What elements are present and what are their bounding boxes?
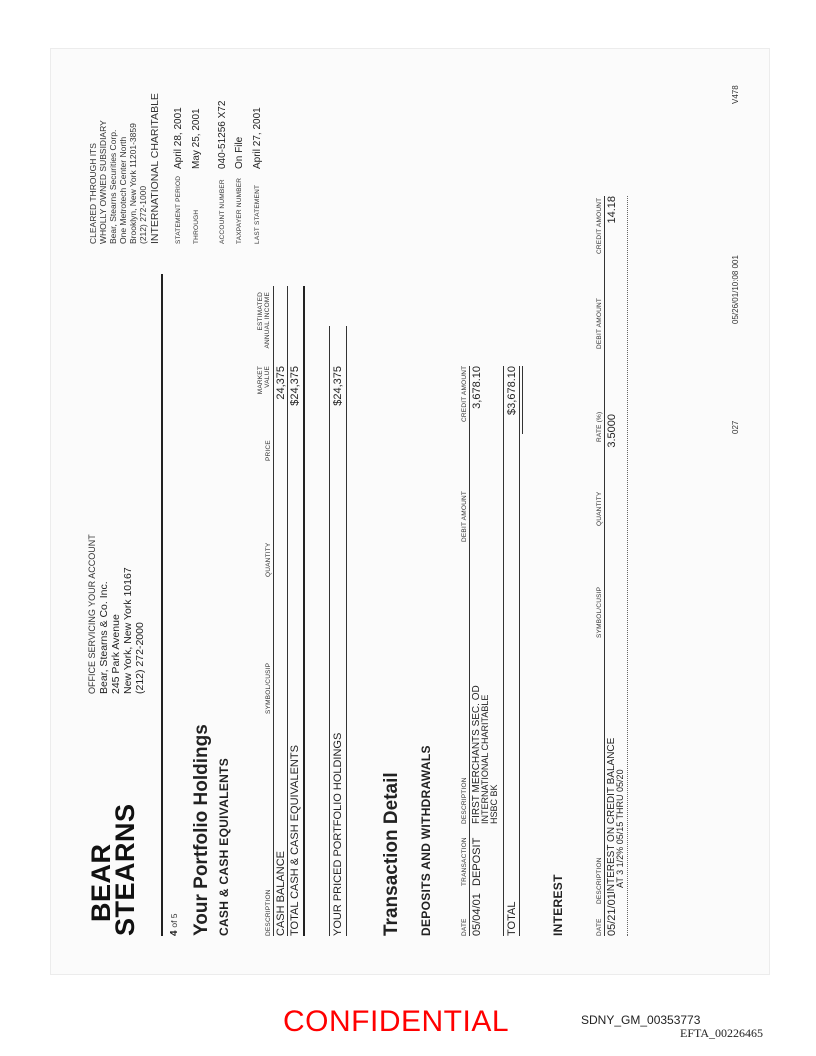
account-name: INTERNATIONAL CHARITABLE	[149, 93, 161, 244]
col-price: PRICE	[265, 440, 272, 461]
footer-code-3: V478	[731, 85, 740, 104]
clearing-block: CLEARED THROUGH ITS WHOLLY OWNED SUBSIDIARY Bear, Stearns Securities Corp. One Metrotech Center North Brooklyn, New York 11201-3859 (212) 272-1000 INTERNATIONAL CHARITABLE	[88, 93, 161, 244]
office-servicing-block: OFFICE SERVICING YOUR ACCOUNT Bear, Stearns & Co. Inc. 245 Park Avenue New York, New York 10167 (212) 272-2000	[87, 534, 146, 694]
scanned-page	[50, 48, 770, 975]
rotated-statement: BEAR STEARNS OFFICE SERVICING YOUR ACCOUNT Bear, Stearns & Co. Inc. 245 Park Avenue New York, New York 10167 (212) 272-2000 CLEARED THROUGH ITS WHOLLY OWNED SUBSIDIARY Bear, Stearns Securities Corp. One Metrotech Center North Brooklyn, New York 11201-3859 (212) 272-1000 INTERNATIONAL CHARITABLE 4 of 5 STATEMENT PERIOD April 28, 2001 THROUGH May 25, 2001 ACCOUNT NUMBER 040-51256 X72 TAXPAYER NUMBER On File LAST STATEMENT April 27, 2001 Your Portfolio Holdings CASH & CASH EQUIVALENTS DESCRIPTION SYMBOL/CUSIP QUANTITY PRICE MARKET VALUE ESTIMATED ANNUAL INCOME CASH BALANCE 24,375 TOTAL CASH & CASH EQUIVALENTS $24,375 YOUR PRICED PORTFOLIO HOLDINGS $24,375 Transaction Detail DEPOSITS AND WITHDRAWALS DATE TRANSACTION DESCRIPTION DEBIT AMOUNT CREDIT AMOUNT 05/04/01 DEPOSIT FIRST MERCHANTS SEC. OD INTERNATIONAL CHARITABLE HSBC BK 3,678.10 TOTAL $3,678.10 INTEREST DATE DESCRIPTION SYMBOL/CUSIP QUANTITY RATE (%) DEBIT AMOUNT CREDIT AMOUNT 05/21/01 INTEREST ON CREDIT BALANCE AT 3 1/2% 05/15 THRU 05/20 3.5000 14.18 027 05/26/01/10:08 001 V478	[51, 49, 769, 974]
deposit-type: DEPOSIT	[471, 837, 483, 886]
col-annual-income: ESTIMATED ANNUAL INCOME	[257, 292, 271, 349]
holdings-title: Your Portfolio Holdings	[191, 724, 212, 936]
deposits-section-heading: DEPOSITS AND WITHDRAWALS	[419, 745, 433, 936]
deposits-total-value: $3,678.10	[506, 366, 518, 415]
account-number: 040-51256 X72	[217, 100, 228, 169]
footer-code-1: 027	[731, 420, 740, 434]
interest-section-heading: INTEREST	[551, 874, 565, 936]
interest-description: INTEREST ON CREDIT BALANCE AT 3 1/2% 05/15 THRU 05/20	[606, 737, 625, 894]
deposits-total-label: TOTAL	[506, 901, 518, 936]
col-market-value: MARKET VALUE	[257, 366, 271, 395]
interest-rate: 3.5000	[606, 414, 618, 448]
cash-balance-value: 24,375	[275, 366, 287, 400]
cash-section-heading: CASH & CASH EQUIVALENTS	[217, 757, 231, 936]
header-rule	[161, 274, 163, 936]
bear-stearns-logo: BEAR STEARNS	[86, 803, 140, 936]
total-cash-label: TOTAL CASH & CASH EQUIVALENTS	[289, 745, 301, 936]
col-quantity: QUANTITY	[265, 542, 272, 577]
priced-holdings-label: YOUR PRICED PORTFOLIO HOLDINGS	[332, 732, 344, 936]
total-cash-value: $24,375	[289, 366, 301, 406]
deposit-date: 05/04/01	[471, 893, 483, 936]
deposit-credit: 3,678.10	[471, 366, 483, 409]
col-symbol: SYMBOL/CUSIP	[265, 662, 272, 714]
col-description: DESCRIPTION	[265, 889, 272, 936]
transactions-title: Transaction Detail	[381, 772, 402, 936]
efta-id: EFTA_00226465	[680, 1026, 764, 1040]
priced-holdings-value: $24,375	[332, 366, 344, 406]
document-id: SDNY_GM_00353773	[581, 1013, 701, 1027]
cash-balance-label: CASH BALANCE	[275, 851, 287, 936]
interest-credit: 14.18	[606, 196, 618, 224]
interest-date: 05/21/01	[606, 893, 618, 936]
statement-info: STATEMENT PERIOD April 28, 2001 THROUGH May 25, 2001 ACCOUNT NUMBER 040-51256 X72 TAXPAYER NUMBER On File LAST STATEMENT April 27, 2001	[173, 100, 263, 244]
footer-code-2: 05/26/01/10:08 001	[731, 255, 740, 324]
deposit-description: FIRST MERCHANTS SEC. OD INTERNATIONAL CHARITABLE HSBC BK	[471, 685, 499, 824]
page-number: 4 of 5	[169, 913, 180, 936]
